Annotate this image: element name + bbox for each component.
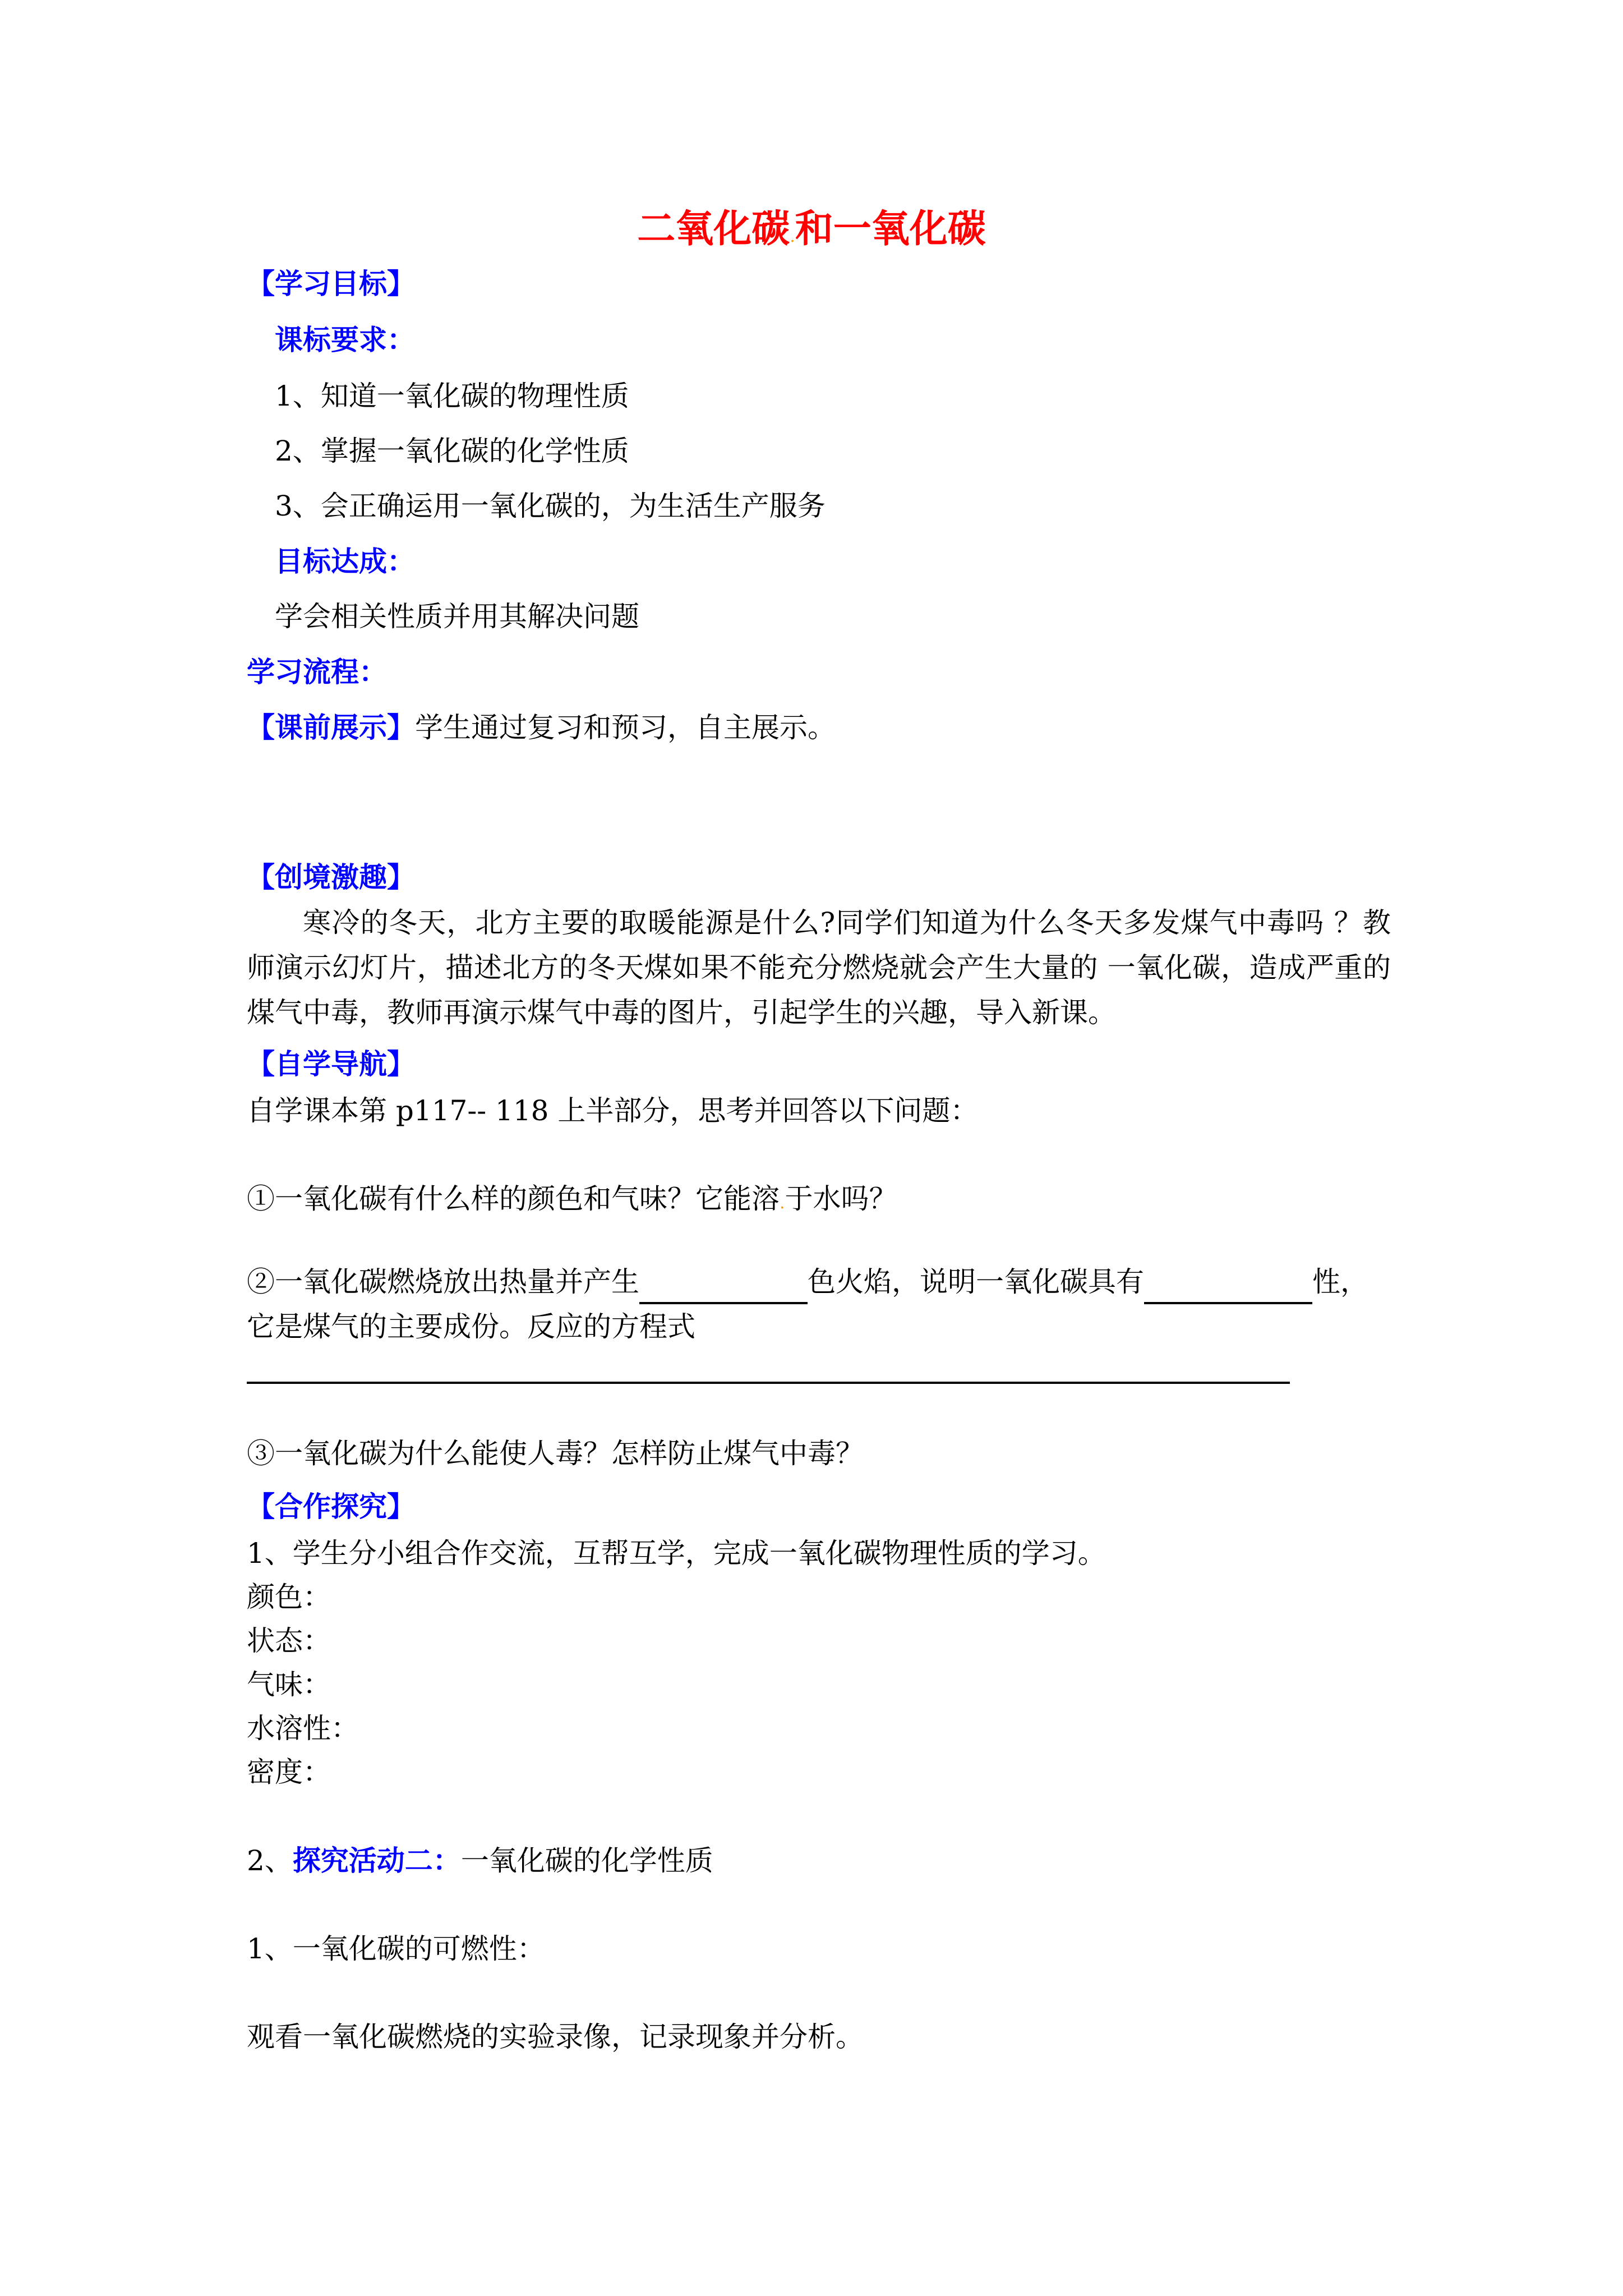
sub-item-1: 1、一氧化碳的可燃性： xyxy=(247,1932,545,1965)
preview-heading: 【课前展示】 xyxy=(247,711,415,744)
equation-answer-line[interactable] xyxy=(247,1382,1290,1384)
coop-heading: 【合作探究】 xyxy=(247,1490,415,1523)
prop-solubility: 水溶性： xyxy=(247,1712,359,1745)
answer-blank-property[interactable] xyxy=(1144,1273,1312,1304)
achieve-text: 学会相关性质并用其解决问题 xyxy=(275,600,639,633)
scene-heading: 【创境激趣】 xyxy=(247,861,415,894)
achieve-heading: 目标达成： xyxy=(275,545,415,578)
scene-paragraph: 寒冷的冬天，北方主要的取暖能源是什么?同学们知道为什么冬天多发煤气中毒吗 ？教师演示幻灯片，描述北方的冬天煤如果不能充分燃烧就会产生大量的 一氧化碳，造成严重的煤气中毒，教师再演示煤气中毒的图片，引起学生的兴趣，导入新课。 xyxy=(247,907,1391,1029)
flow-heading: 学习流程： xyxy=(247,655,387,688)
coop-item-1: 1、学生分小组合作交流，互帮互学，完成一氧化碳物理性质的学习。 xyxy=(247,1537,1106,1570)
goal-item-2: 2、掌握一氧化碳的化学性质 xyxy=(275,435,629,467)
preview-text: 学生通过复习和预习，自主展示。 xyxy=(415,711,836,744)
question-1: ①一氧化碳有什么样的颜色和气味？它能溶.于水吗？ xyxy=(247,1182,897,1215)
prop-density: 密度： xyxy=(247,1756,331,1788)
prop-color: 颜色： xyxy=(247,1581,331,1613)
curriculum-heading: 课标要求： xyxy=(275,323,415,356)
page-title: 二氧化碳.和一氧化碳 xyxy=(637,206,986,251)
question-3: ③一氧化碳为什么能使人毒？怎样防止煤气中毒？ xyxy=(247,1437,864,1470)
prop-state: 状态： xyxy=(247,1625,331,1657)
prop-odor: 气味： xyxy=(247,1668,331,1701)
goal-item-3: 3、会正确运用一氧化碳的，为生活生产服务 xyxy=(275,490,826,522)
self-study-heading: 【自学导航】 xyxy=(247,1047,415,1080)
preview-line xyxy=(247,710,836,745)
observe-text: 观看一氧化碳燃烧的实验录像，记录现象并分析。 xyxy=(247,2021,864,2053)
activity-two-heading: 探究活动二： xyxy=(292,1844,461,1877)
goals-heading: 【学习目标】 xyxy=(247,267,415,300)
goal-item-1: 1、知道一氧化碳的物理性质 xyxy=(275,380,629,412)
self-study-intro: 自学课本第 p117-- 118 上半部分，思考并回答以下问题： xyxy=(247,1094,979,1127)
coop-item-2: 2、探究活动二：一氧化碳的化学性质 xyxy=(247,1844,713,1877)
title-dot: . xyxy=(790,227,795,246)
question-2: ②一氧化碳燃烧放出热量并产生 色火焰，说明一氧化碳具有 性， 它是煤气的主要成份。反应的方程式 xyxy=(247,1266,1368,1343)
question-dot: . xyxy=(780,1193,785,1213)
answer-blank-color[interactable] xyxy=(639,1273,808,1304)
